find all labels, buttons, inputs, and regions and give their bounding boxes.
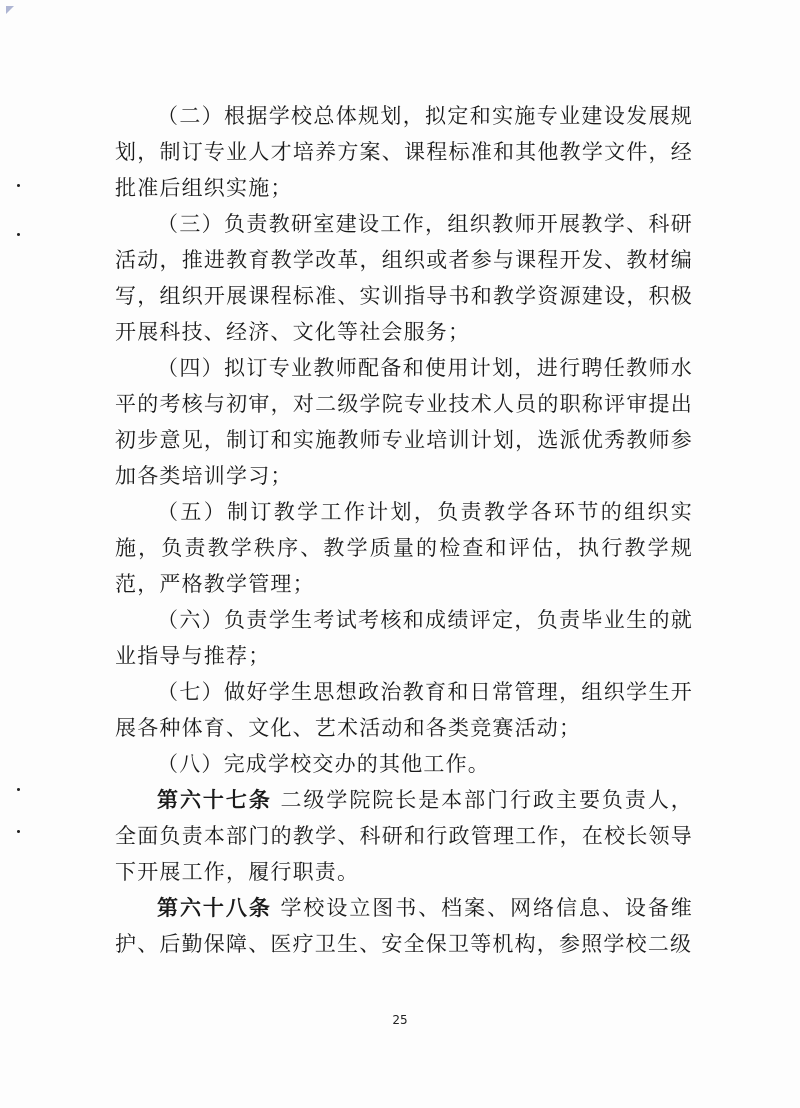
paragraph-item-4: （四）拟订专业教师配备和使用计划，进行聘任教师水平的考核与初审，对二级学院专业技术人员的职称评审提出初步意见，制订和实施教师专业培训计划，选派优秀教师参加各类培训学习； [115,356,693,488]
margin-dot [17,233,20,236]
margin-dot [17,830,20,833]
paragraph-item-8: （八）完成学校交办的其他工作。 [157,752,490,776]
paragraph-item-6: （六）负责学生考试考核和成绩评定，负责毕业生的就业指导与推荐； [115,608,693,668]
article-68-label: 第六十八条 [157,895,272,920]
paragraph-item-2: （二）根据学校总体规划，拟定和实施专业建设发展规划，制订专业人才培养方案、课程标准和其他教学文件，经批准后组织实施； [115,104,693,200]
scan-corner-mark [6,6,14,14]
document-body [115,98,693,962]
article-67-text: 二级学院院长是本部门行政主要负责人，全面负责本部门的教学、科研和行政管理工作，在校长领导下开展工作，履行职责。 [115,788,693,884]
paragraph-item-5: （五）制订教学工作计划，负责教学各环节的组织实施，负责教学秩序、教学质量的检查和评估，执行教学规范，严格教学管理； [115,500,693,596]
article-67-label: 第六十七条 [157,787,272,812]
article-68 [115,890,693,962]
margin-dot [17,184,20,187]
page-number: 25 [392,1013,408,1027]
margin-dot [17,788,20,791]
paragraph-item-3: （三）负责教研室建设工作，组织教师开展教学、科研活动，推进教育教学改革，组织或者参与课程开发、教材编写，组织开展课程标准、实训指导书和教学资源建设，积极开展科技、经济、文化等社会服务； [115,212,693,344]
article-67 [115,782,693,890]
paragraph-item-7: （七）做好学生思想政治教育和日常管理，组织学生开展各种体育、文化、艺术活动和各类竞赛活动； [115,680,693,740]
article-68-text: 学校设立图书、档案、网络信息、设备维护、后勤保障、医疗卫生、安全保卫等机构，参照学校二级 [115,896,693,956]
